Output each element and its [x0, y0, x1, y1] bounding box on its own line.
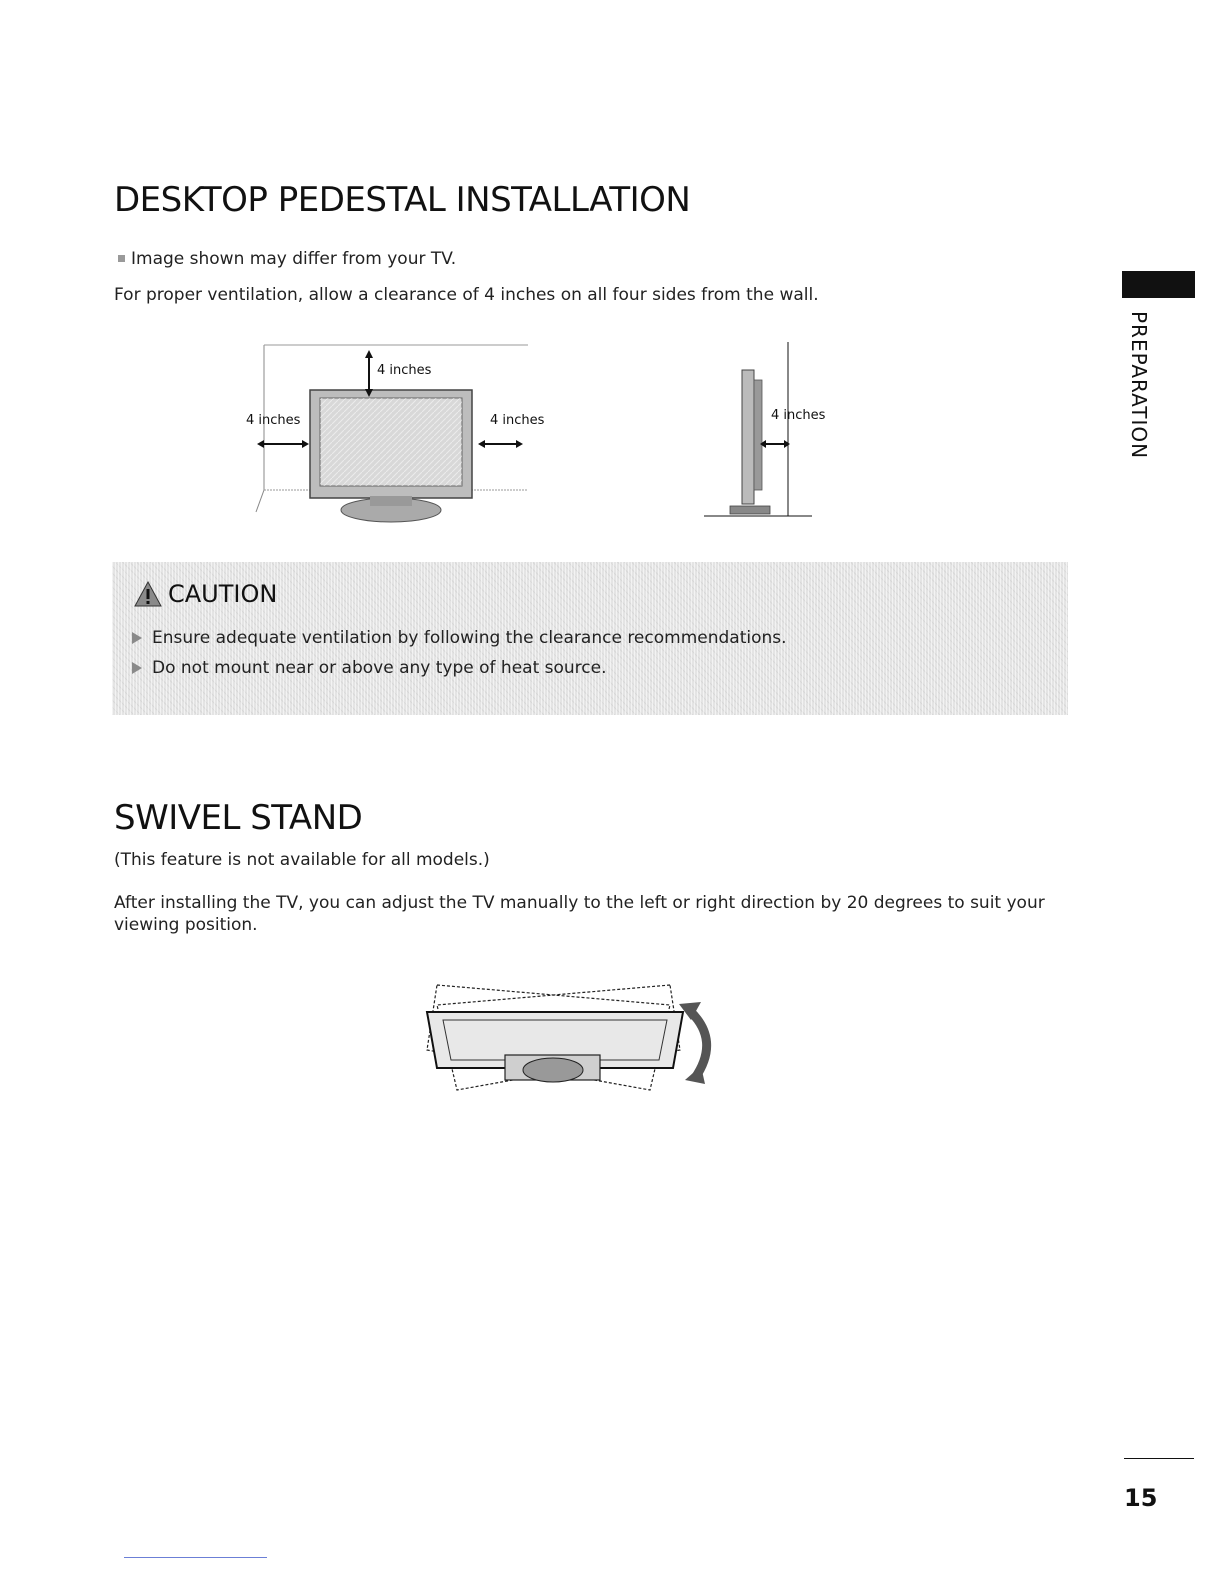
- page-number-rule: [1124, 1458, 1194, 1459]
- ventilation-intro: For proper ventilation, allow a clearance of 4 inches on all four sides from the wall.: [114, 285, 819, 305]
- swivel-description-line1: After installing the TV, you can adjust the TV manually to the left or right direction by 20 degrees to suit your: [114, 893, 1045, 913]
- side-clearance-arrow: [760, 440, 790, 448]
- caution-title: CAUTION: [168, 580, 278, 608]
- caution-item: [132, 628, 787, 648]
- triangle-bullet-icon: [132, 662, 142, 674]
- left-clearance-arrow: [257, 440, 309, 448]
- warning-icon: [134, 581, 162, 607]
- caution-item-text: Do not mount near or above any type of heat source.: [152, 658, 607, 678]
- caution-item: [132, 658, 607, 678]
- top-clearance-label: 4 inches: [377, 363, 432, 378]
- image-note-text: Image shown may differ from your TV.: [131, 249, 457, 269]
- swivel-diagram: [415, 980, 725, 1100]
- section-title-desktop-pedestal: DESKTOP PEDESTAL INSTALLATION: [114, 180, 691, 220]
- triangle-bullet-icon: [132, 632, 142, 644]
- caution-item-text: Ensure adequate ventilation by following the clearance recommendations.: [152, 628, 787, 648]
- footer-line: [124, 1557, 267, 1558]
- caution-heading: [134, 580, 277, 608]
- chapter-tab-label: PREPARATION: [1127, 311, 1151, 460]
- right-clearance-label: 4 inches: [490, 413, 545, 428]
- square-bullet-icon: [118, 255, 125, 262]
- swivel-availability-note: (This feature is not available for all models.): [114, 850, 490, 870]
- image-note: [118, 249, 456, 269]
- top-clearance-arrow: [365, 350, 373, 397]
- side-clearance-label: 4 inches: [771, 408, 826, 423]
- right-clearance-arrow: [478, 440, 523, 448]
- front-clearance-diagram: [230, 340, 550, 530]
- section-title-swivel-stand: SWIVEL STAND: [114, 798, 363, 838]
- chapter-tab-marker: [1122, 271, 1195, 298]
- left-clearance-label: 4 inches: [246, 413, 301, 428]
- side-clearance-diagram: [700, 340, 840, 520]
- page-number: 15: [1124, 1484, 1158, 1512]
- caution-box: [112, 562, 1068, 715]
- swivel-description-line2: viewing position.: [114, 915, 258, 935]
